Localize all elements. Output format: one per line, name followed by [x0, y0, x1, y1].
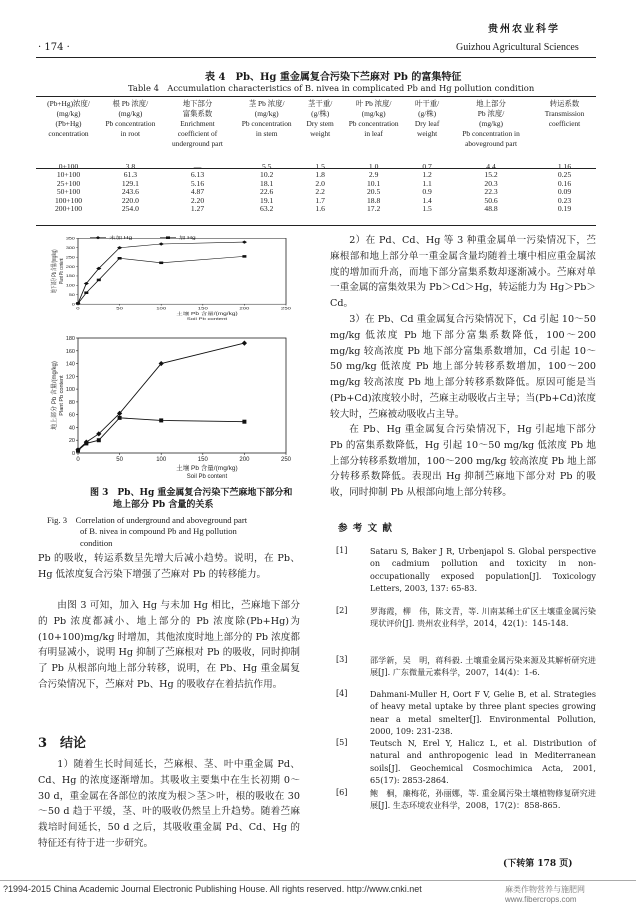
table-cell: 5.16 [190, 178, 205, 188]
table-cell: 25+100 [56, 178, 81, 188]
journal-title-cn: 贵州农业科学 [488, 24, 560, 35]
table-cell: 50.6 [484, 195, 498, 205]
column-header-line: Pb 浓度/ [477, 109, 505, 118]
table-top-rule [36, 96, 596, 97]
reference-text: 罗海霞，柳 伟，陈文青，等. 川南某稀土矿区土壤重金属污染现状评价[J]. 贵州农业科学，2014，42(1)：145-148. [370, 606, 596, 629]
table-column-header [36, 99, 101, 149]
table-cell: 1.1 [422, 178, 432, 188]
column-header-line: Transmission [544, 109, 585, 118]
column-header-line [405, 139, 449, 149]
table-column-header [160, 99, 236, 149]
y-tick-label: 120 [65, 374, 75, 381]
table-cell: 48.8 [484, 204, 498, 214]
column-header-line: 地上部分 [476, 99, 506, 108]
legend-label: 未加 Hg [109, 236, 133, 241]
column-header-line: in leaf [364, 129, 383, 138]
series-line [78, 242, 244, 303]
data-point-diamond [242, 240, 247, 243]
table-cell: 100+100 [54, 195, 83, 205]
data-point-square [242, 255, 246, 258]
y-tick-label: 60 [68, 412, 75, 419]
data-point-square [118, 416, 122, 420]
figure3-chart-underground [42, 232, 302, 327]
data-point-square [84, 291, 88, 294]
y-tick-label: 160 [65, 348, 75, 355]
x-tick-label: 200 [239, 457, 250, 463]
table-cell: 18.8 [366, 195, 381, 205]
table-column-header [298, 99, 342, 149]
table-cell: 6.13 [190, 170, 205, 180]
table-cell: 15.2 [484, 170, 498, 180]
y-tick-label: 150 [65, 274, 75, 278]
data-point-square [242, 420, 246, 424]
data-point-square [76, 302, 80, 305]
table-header [36, 99, 596, 163]
footer-rule [0, 880, 636, 881]
y-axis-label-en: Plant Pb content [58, 258, 65, 285]
column-header-line: 根 Pb 浓度/ [112, 99, 149, 108]
column-header-line: weight [417, 129, 438, 138]
y-tick-label: 350 [65, 236, 75, 241]
data-point-square [97, 279, 101, 282]
column-header-line: 地下部分 [182, 99, 213, 108]
table-4 [36, 99, 596, 213]
x-tick-label: 0 [76, 306, 80, 311]
page-number: · 174 · [38, 42, 70, 53]
legend-marker-diamond [96, 236, 101, 239]
table-cell: 2.20 [190, 195, 205, 205]
x-tick-label: 250 [280, 306, 292, 311]
column-header-line: (mg/kg) [361, 109, 386, 118]
column-header-line [36, 139, 101, 149]
column-header-line: 茎 Pb 浓度/ [248, 99, 285, 108]
table-cell: 1.5 [315, 162, 325, 171]
table-column-header [235, 99, 298, 149]
table-cell: 129.1 [121, 178, 139, 188]
data-point-square [97, 438, 101, 442]
reference-number: [5] [336, 737, 348, 747]
table-cell: 1.7 [315, 195, 325, 205]
column-header-line: (Pb+Hg) [55, 119, 82, 128]
data-point-square [159, 418, 163, 422]
column-header-line [298, 139, 342, 149]
table-cell: 220.0 [121, 195, 139, 205]
column-header-line: Pb concentration [241, 119, 292, 128]
x-tick-label: 50 [116, 306, 123, 311]
figure3-chart-aboveground [42, 330, 302, 480]
table-cell: 2.9 [368, 170, 379, 180]
left-paragraph-2: 由图 3 可知，加入 Hg 与未加 Hg 相比，苎麻地下部分的 Pb 浓度都减小、地上部分的 Pb 浓度除(Pb+Hg)为(10+100)mg/kg 时增加，其他浓度时地上部分的 Pb 浓度都有明显减小，说明 Hg 抑制了苎麻根对 Pb 的吸收，同时抑制了 Pb 从根部向地上部分转移，说明，在 Pb、Hg 重金属复合污染情况下，苎麻对 Pb、Hg 的吸收存在着拮抗作用。 [38, 600, 300, 690]
column-header-line: (mg/kg) [56, 109, 81, 118]
series-line [78, 418, 244, 451]
table-cell: 61.3 [123, 170, 138, 180]
left-paragraph-1: Pb 的吸收，转运系数呈先增大后减小趋势。说明，在 Pb、Hg 低浓度复合污染下增强了苎麻对 Pb 的转移能力。 [38, 553, 300, 580]
table-cell: — [193, 162, 202, 171]
y-tick-label: 250 [65, 255, 75, 260]
table-column-header [449, 99, 533, 149]
header-rule [36, 57, 596, 58]
column-header-line: (g/株) [418, 109, 437, 118]
column-header-line: 茎干重/ [308, 99, 333, 108]
x-tick-label: 50 [116, 457, 123, 463]
table-bottom-rule [36, 225, 596, 226]
table-cell: 10+100 [56, 170, 81, 180]
y-axis-label: 地上部分 Pb 含量/(mg/kg) [52, 361, 58, 430]
column-header-line: 叶干重/ [414, 99, 440, 108]
x-tick-label: 100 [156, 457, 167, 463]
column-header-line [101, 139, 160, 149]
table-cell: 1.5 [422, 204, 432, 214]
column-header-line: Enrichment [180, 119, 215, 128]
series-line [78, 343, 244, 450]
table-cell: 243.6 [121, 187, 139, 197]
legend-label: 加 Hg [179, 236, 196, 241]
table-cell: 17.2 [366, 204, 381, 214]
right-paragraph-2: 3）在 Pb、Cd 重金属复合污染情况下，Cd 引起 10～50 mg/kg 低浓度 Pb 地下部分富集系数降低，100～200 mg/kg 较高浓度 Pb 地下部分富集系数增加，Cd 引起 10～50 mg/kg 低浓度 Pb 地上部分转移系数增加，100～200 mg/kg 较高浓度 Pb 地上部分转移系数降低。原因可能是当(Pb+Cd)浓度较小时，苎麻主动吸收占主导；当(Pb+Cd)浓度较大时，苎麻被动吸收占主导。 [330, 314, 596, 420]
column-header-line: 富集系数 [182, 109, 213, 118]
table-cell: 10.2 [260, 170, 274, 180]
y-tick-label: 300 [65, 245, 75, 250]
column-header-line: (mg/kg) [118, 109, 143, 118]
continued-note: (下转第 178 页) [503, 859, 573, 869]
figure-caption-en [47, 515, 247, 549]
column-header-line [235, 139, 298, 149]
figure3-chart-aboveground-area [42, 405, 43, 406]
copyright-line: ?1994-2015 China Academic Journal Electronic Publishing House. All rights reserved. http://www.cnki.net [3, 884, 422, 894]
y-tick-label: 140 [65, 361, 75, 368]
column-header-line: coefficient of [177, 129, 218, 138]
column-header-line [342, 139, 405, 149]
column-header-line: concentration [48, 129, 89, 138]
y-tick-label: 20 [68, 438, 75, 445]
table-cell: 0.9 [422, 187, 432, 197]
y-axis-label-en: Plant Pb content [59, 375, 65, 416]
y-tick-label: 200 [65, 264, 75, 269]
left-paragraph-3: 1）随着生长时间延长，苎麻根、茎、叶中重金属 Pd、Cd、Hg 的浓度逐渐增加。其吸收主要集中在生长初期 0～30 d，重金属在各部位的浓度为根＞茎＞叶，根的吸收在 30～50 d 趋于平缓，茎、叶的吸收仍然呈上升趋势。随着苎麻栽培时间延长，50 d 之后，其吸收重金属 Pd、Cd、Hg 的特征还有待于进一步研究。 [38, 759, 300, 849]
table-cell: 63.2 [260, 204, 274, 214]
reference-text: Sataru S, Baker J R, Urbenjapol S. Global perspective on cadmium pollution and toxicity in non-occupationally exposed population[J]. Toxicology Letters, 2003, 137: 65-83. [370, 546, 596, 593]
column-header-line: coefficient [548, 119, 581, 128]
table-cell: 254.0 [121, 204, 139, 214]
data-point-diamond [117, 246, 122, 249]
y-tick-label: 180 [65, 336, 75, 342]
table-mid-rule [36, 168, 596, 169]
journal-title-en: Guizhou Agricultural Sciences [456, 42, 579, 53]
table-body [36, 163, 596, 213]
x-tick-label: 100 [156, 306, 167, 311]
x-axis-label-en: Soil Pb content [186, 474, 228, 480]
table-cell: 0.19 [557, 204, 572, 214]
data-point-square [84, 441, 88, 445]
column-header-line: Dry stem [306, 119, 334, 128]
reference-text: Dahmani-Muller H, Oort F V, Gelie B, et al. Strategies of heavy metal uptake by three plant species growing near a metal smelter[J]. Environmental Pollution, 2000, 109: 231-238. [370, 689, 596, 736]
data-point-diamond [96, 267, 101, 270]
reference-number: [2] [336, 605, 348, 615]
table-cell: 2.0 [315, 178, 325, 188]
column-header-line [533, 129, 596, 139]
column-header-line: (g/株) [311, 109, 330, 118]
table-cell: 50+100 [56, 187, 81, 197]
y-tick-label: 100 [65, 283, 75, 288]
table-column-header [405, 99, 449, 149]
table-cell: 20.5 [366, 187, 381, 197]
table-cell: 3.8 [125, 162, 136, 171]
reference-number: [4] [336, 688, 348, 698]
x-tick-label: 200 [239, 306, 250, 311]
table-cell: 1.6 [315, 204, 325, 214]
reference-number: [3] [336, 654, 348, 664]
column-header-line: (mg/kg) [254, 109, 279, 118]
column-header-line: Pb concentration in [462, 129, 520, 138]
plot-frame [78, 238, 286, 304]
column-header-line [533, 139, 596, 149]
x-tick-label: 0 [76, 457, 80, 463]
table-title-en: Table 4 Accumulation characteristics of B. nivea in complicated Pb and Hg pollution condition [128, 83, 535, 93]
column-header-line: (Pb+Hg)浓度/ [47, 99, 90, 108]
table-cell: 20.3 [484, 178, 498, 188]
table-column-header [533, 99, 596, 149]
table-cell: 1.4 [422, 195, 432, 205]
section-title-conclusion: 3 结论 [38, 736, 87, 751]
table-cell: 5.5 [261, 162, 272, 171]
table-cell: 18.1 [260, 178, 274, 188]
column-header-line: 转运系数 [549, 99, 580, 108]
table-cell: 1.16 [557, 162, 572, 171]
table-cell: 10.1 [366, 178, 381, 188]
table-cell: 1.0 [368, 162, 379, 171]
figure-caption-cn [90, 487, 292, 511]
table-cell: 0.09 [557, 187, 572, 197]
figure-caption-en-line2: of B. nivea in compound Pb and Hg pollution [80, 526, 237, 537]
x-axis-label-en: Soil Pb content [186, 317, 228, 322]
column-header-line: Dry leaf [414, 119, 440, 128]
figure-caption-cn-line2: 地上部分 Pb 含量的关系 [113, 500, 214, 510]
column-header-line: 叶 Pb 浓度/ [355, 99, 392, 108]
y-tick-label: 100 [65, 387, 75, 394]
data-point-diamond [84, 282, 89, 285]
column-header-line: in stem [255, 129, 278, 138]
figure-caption-en-line3: condition [80, 537, 113, 548]
y-tick-label: 80 [68, 399, 75, 406]
table-cell: 1.2 [422, 170, 432, 180]
table-cell: 0.16 [557, 178, 572, 188]
column-header-line: Pb concentration [105, 119, 156, 128]
y-tick-label: 0 [71, 451, 75, 457]
table-cell: 22.6 [260, 187, 274, 197]
x-axis-label: 土壤 Pb 含量/(mg/kg) [176, 465, 238, 472]
column-header-line: (mg/kg) [479, 119, 503, 128]
y-tick-label: 0 [71, 302, 75, 307]
table-cell: 0+100 [58, 162, 79, 171]
reference-text: 鲍 桐，廉梅花，孙丽娜，等. 重金属污染土壤植物修复研究进展[J]. 生态环境农业科学，2008，17(2)：858-865. [370, 788, 596, 811]
right-paragraph-1: 2）在 Pd、Cd、Hg 等 3 种重金属单一污染情况下，苎麻根部和地上部分单一重金属含量均随着土壤中相应重金属浓度的增加而升高，而地下部分富集系数却逐渐减小。苎麻对单一重金属的富集效果为 Pb＞Cd＞Hg，转运能力为 Hg＞Pb＞Cd。 [330, 235, 596, 310]
table-cell: 1.27 [190, 204, 205, 214]
table-title-cn: 表 4 Pb、Hg 重金属复合污染下苎麻对 Pb 的富集特征 [205, 72, 462, 83]
column-header-line: aboveground part [465, 139, 518, 148]
reference-text: Teutsch N, Erel Y, Halicz L, et al. Distribution of natural and anthropogenic lead in Mediterranean soils[J]. Geochemical Cosmochimica Acta, 2001, 65(17): 2853-2864. [370, 738, 596, 785]
data-point-square [159, 262, 163, 265]
table-column-header [342, 99, 405, 149]
table-cell: 2.2 [315, 187, 325, 197]
right-paragraph-3: 在 Pb、Hg 重金属复合污染情况下，Hg 引起地下部分 Pb 的富集系数降低，Hg 引起 10～50 mg/kg 低浓度 Pb 地上部分转移系数增加，100～200 mg/kg 较高浓度 Pb 地上部分转移系数降低。表现出 Hg 抑制苎麻地下部分对 Pb 的吸收，同时抑制 Pb 从根部向地上部分转移。 [330, 424, 596, 499]
plot-frame [78, 338, 286, 453]
y-tick-label: 50 [68, 293, 75, 297]
table-row [36, 205, 596, 213]
table-cell: 0.7 [422, 162, 432, 171]
table-cell: 4.87 [190, 187, 205, 197]
table-spacer-row [36, 149, 596, 163]
legend-marker-square [166, 236, 170, 239]
table-column-header [101, 99, 160, 149]
data-point-square [118, 257, 122, 260]
table-cell: 200+100 [54, 204, 83, 214]
x-tick-label: 150 [197, 306, 208, 311]
x-tick-label: 150 [197, 457, 208, 463]
column-header-line: Pb concentration [348, 119, 399, 128]
table-cell: 0.25 [557, 170, 572, 180]
column-header-line: underground part [171, 139, 223, 148]
reference-number: [1] [336, 545, 348, 555]
reference-text: 邵学新，吴 明，蒋科毅. 土壤重金属污染来源及其解析研究进展[J]. 广东微量元素科学，2007，14(4)：1-6. [370, 655, 596, 678]
data-point-square [76, 448, 80, 452]
table-cell: 19.1 [260, 195, 274, 205]
figure-caption-cn-line1: 图 3 Pb、Hg 重金属复合污染下苎麻地下部分和 [90, 488, 293, 498]
table-cell: 4.4 [486, 162, 496, 171]
table-cell: 1.8 [315, 170, 325, 180]
watermark-text: 麻类作物营养与施肥网 www.fibercrops.com [505, 885, 585, 904]
x-tick-label: 250 [280, 457, 292, 463]
table-header-row [36, 99, 596, 149]
x-axis-label: 土壤 Pb 含量/(mg/kg) [176, 311, 238, 317]
column-header-line: in root [120, 129, 141, 138]
data-point-diamond [159, 242, 164, 245]
y-axis-label: 地下部分 Pb 含量/(mg/kg) [51, 249, 59, 293]
table-cell: 0.23 [557, 195, 572, 205]
y-tick-label: 40 [68, 425, 75, 432]
references-title: 参 考 文 献 [338, 523, 393, 534]
reference-number: [6] [336, 787, 348, 797]
figure-caption-en-line1: Fig. 3 Correlation of underground and aboveground part [47, 515, 248, 525]
data-point-diamond [242, 341, 247, 346]
column-header-line: weight [310, 129, 331, 138]
table-cell: 22.3 [484, 187, 498, 197]
